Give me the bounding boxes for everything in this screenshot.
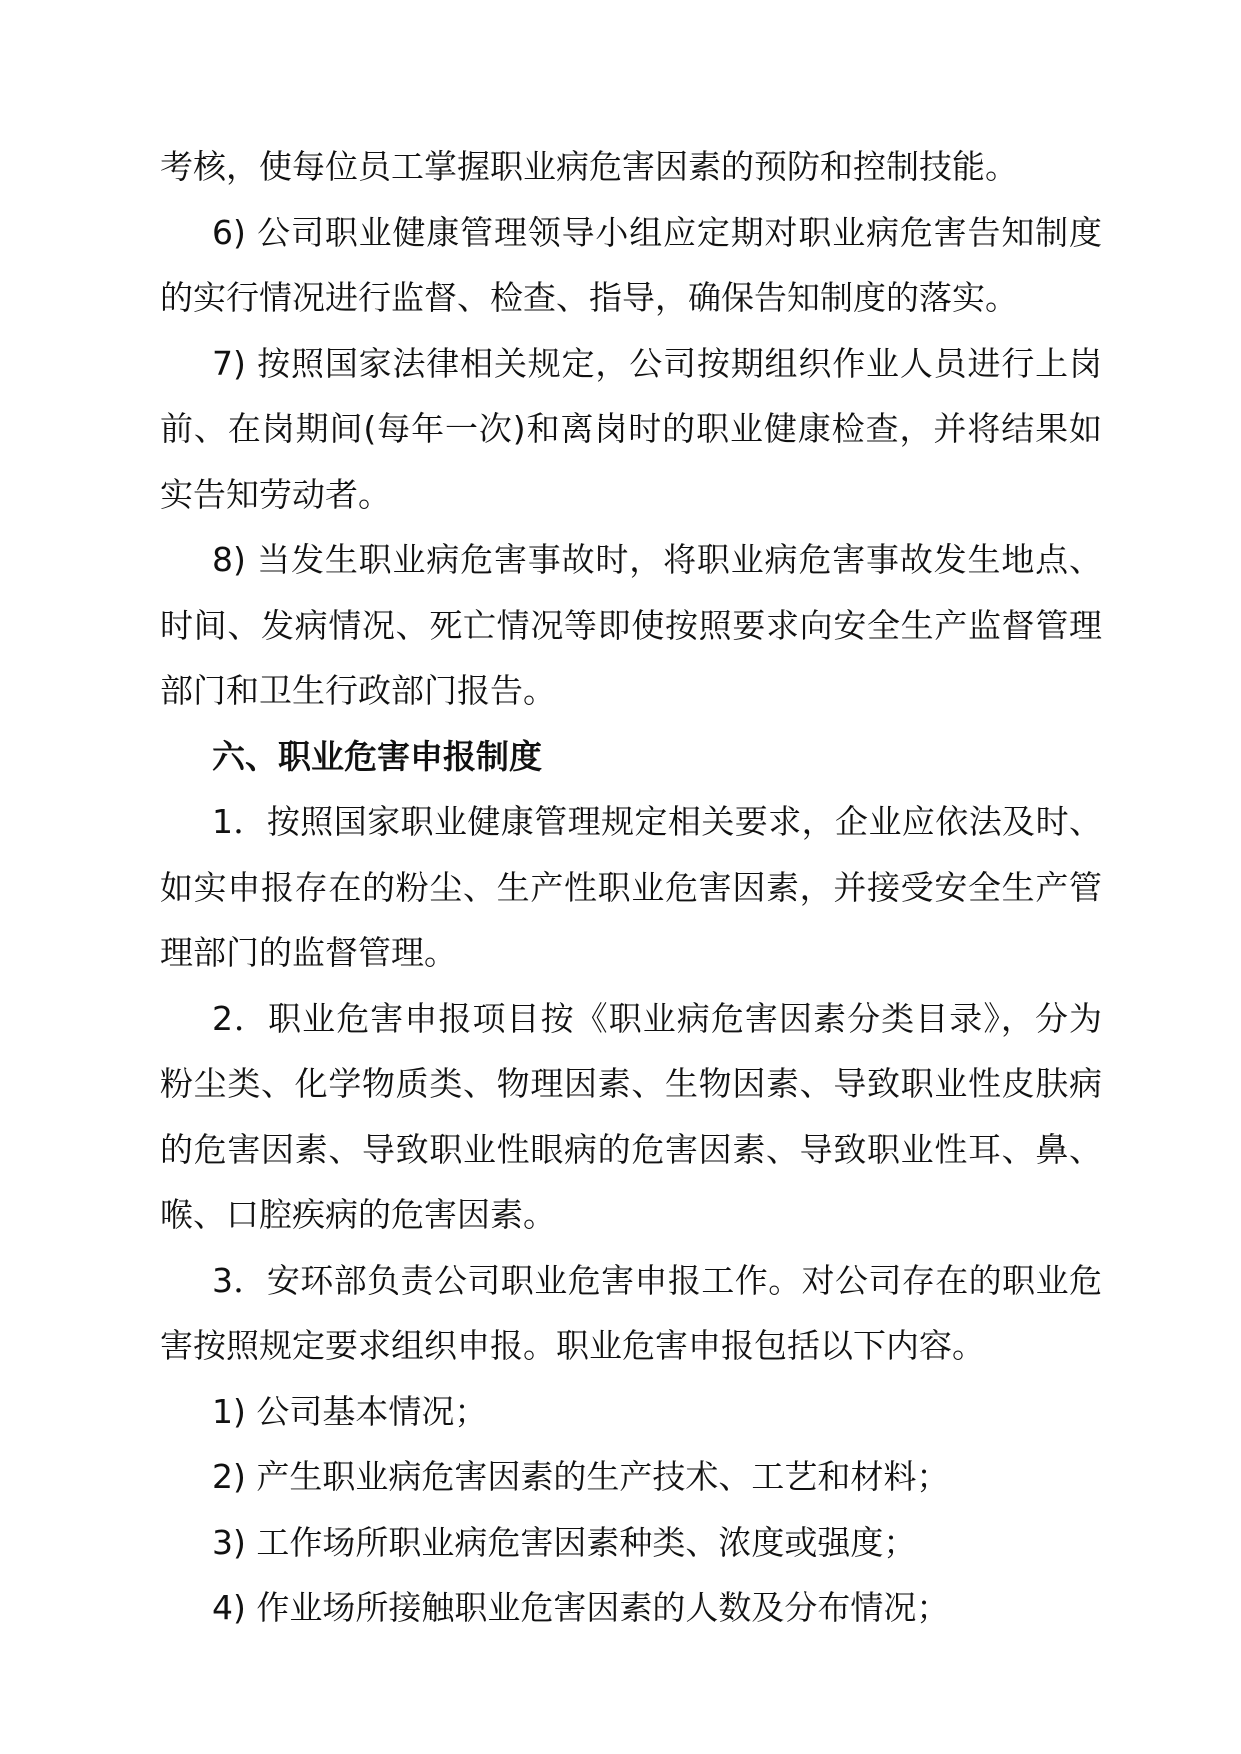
text-line: 部门和卫生行政部门报告。 [160, 671, 556, 710]
text-line: 粉尘类、化学物质类、物理因素、生物因素、导致职业性皮肤病 [160, 1064, 1102, 1103]
text-line: 如实申报存在的粉尘、生产性职业危害因素，并接受安全生产管 [160, 867, 1102, 907]
text-line: 3) 工作场所职业病危害因素种类、浓度或强度； [212, 1522, 917, 1562]
text-line: 时间、发病情况、死亡情况等即使按照要求向安全生产监督管理 [160, 605, 1102, 645]
text-line: 1．按照国家职业健康管理规定相关要求，企业应依法及时、 [212, 802, 1102, 841]
text-line: 前、在岗期间(每年一次)和离岗时的职业健康检查，并将结果如 [160, 409, 1102, 448]
text-line: 2．职业危害申报项目按《职业病危害因素分类目录》，分为 [212, 998, 1102, 1038]
text-line: 4) 作业场所接触职业危害因素的人数及分布情况； [212, 1588, 950, 1627]
text-line: 的实行情况进行监督、检查、指导，确保告知制度的落实。 [160, 278, 1018, 317]
section-heading: 六、职业危害申报制度 [212, 736, 542, 776]
text-line: 7) 按照国家法律相关规定，公司按期组织作业人员进行上岗 [212, 343, 1102, 383]
text-line: 实告知劳动者。 [160, 474, 391, 514]
text-line: 6) 公司职业健康管理领导小组应定期对职业病危害告知制度 [212, 212, 1102, 252]
text-line: 害按照规定要求组织申报。职业危害申报包括以下内容。 [160, 1326, 985, 1365]
text-line: 3．安环部负责公司职业危害申报工作。对公司存在的职业危 [212, 1260, 1102, 1300]
text-line: 喉、口腔疾病的危害因素。 [160, 1195, 556, 1234]
text-line: 2) 产生职业病危害因素的生产技术、工艺和材料； [212, 1457, 950, 1496]
text-line: 1) 公司基本情况； [212, 1391, 488, 1431]
document-page [160, 134, 1102, 1641]
text-line: 理部门的监督管理。 [160, 933, 457, 972]
text-line: 考核，使每位员工掌握职业病危害因素的预防和控制技能。 [160, 147, 1018, 186]
text-line: 的危害因素、导致职业性眼病的危害因素、导致职业性耳、鼻、 [160, 1129, 1102, 1169]
text-line: 8) 当发生职业病危害事故时，将职业病危害事故发生地点、 [212, 540, 1102, 579]
